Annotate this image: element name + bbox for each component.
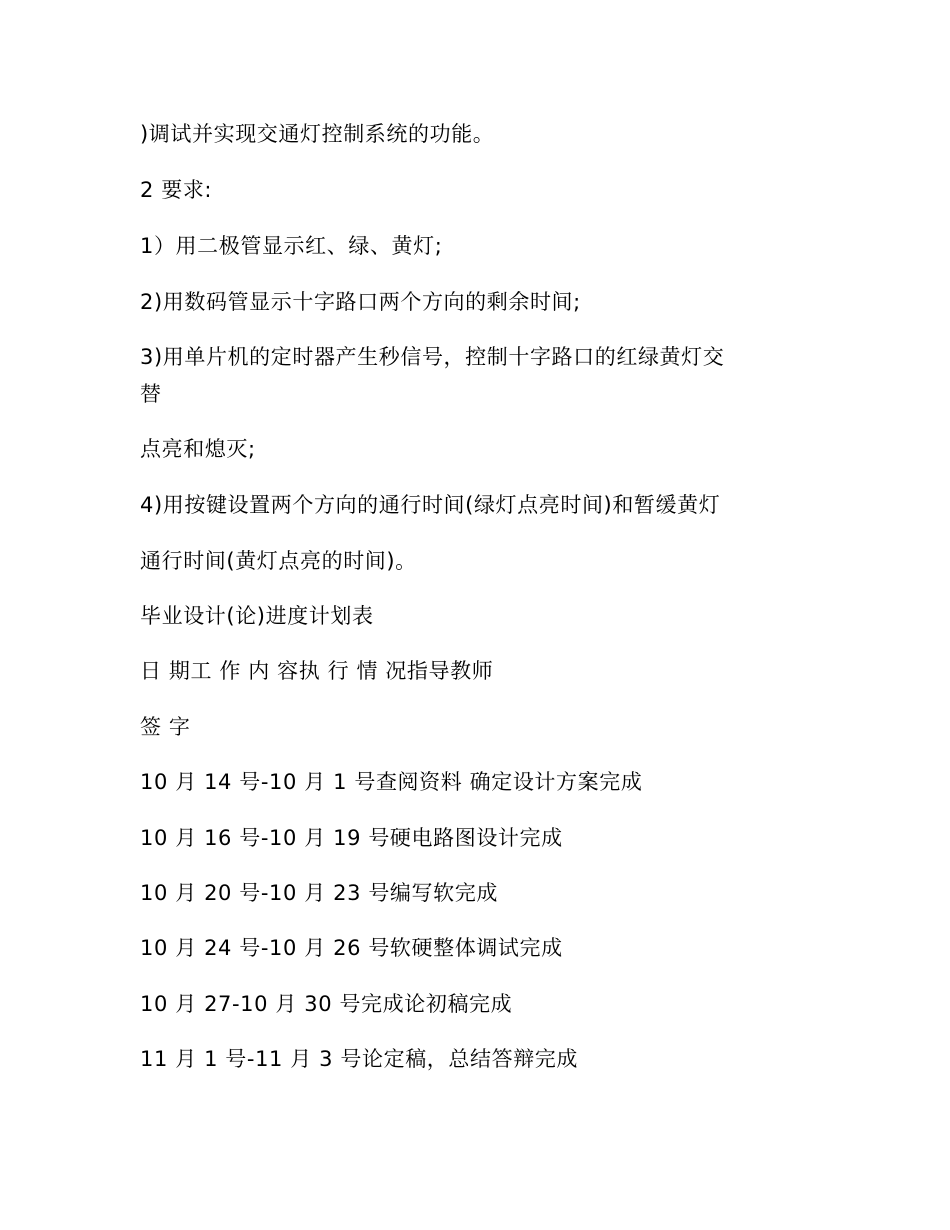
text-line-requirement-3: 3)用单片机的定时器产生秒信号，控制十字路口的红绿黄灯交 [140, 345, 725, 369]
text-line-requirement-4: 4)用按键设置两个方向的通行时间(绿灯点亮时间)和暂缓黄灯 [140, 493, 721, 517]
text-line-requirements-heading: 2 要求: [140, 178, 213, 202]
text-line-requirement-3-wrap: 替 [140, 382, 162, 406]
schedule-row-4: 10 月 24 号-10 月 26 号软硬整体调试完成 [140, 936, 563, 960]
schedule-row-5: 10 月 27-10 月 30 号完成论初稿完成 [140, 992, 513, 1016]
schedule-header-signature: 签 字 [140, 715, 191, 739]
text-line-requirement-3-cont: 点亮和熄灭; [140, 437, 256, 461]
text-line-objective: )调试并实现交通灯控制系统的功能。 [140, 122, 495, 146]
schedule-row-3: 10 月 20 号-10 月 23 号编写软完成 [140, 881, 498, 905]
schedule-row-1: 10 月 14 号-10 月 1 号查阅资料 确定设计方案完成 [140, 770, 643, 794]
text-line-requirement-2: 2)用数码管显示十字路口两个方向的剩余时间; [140, 290, 581, 314]
schedule-row-2: 10 月 16 号-10 月 19 号硬电路图设计完成 [140, 826, 563, 850]
schedule-title: 毕业设计(论)进度计划表 [140, 604, 374, 628]
text-line-requirement-1: 1）用二极管显示红、绿、黄灯; [140, 234, 443, 258]
text-line-requirement-4-cont: 通行时间(黄灯点亮的时间)。 [140, 549, 417, 573]
schedule-row-6: 11 月 1 号-11 月 3 号论定稿，总结答辩完成 [140, 1047, 578, 1071]
schedule-header: 日 期工 作 内 容执 行 情 况指导教师 [140, 659, 494, 683]
